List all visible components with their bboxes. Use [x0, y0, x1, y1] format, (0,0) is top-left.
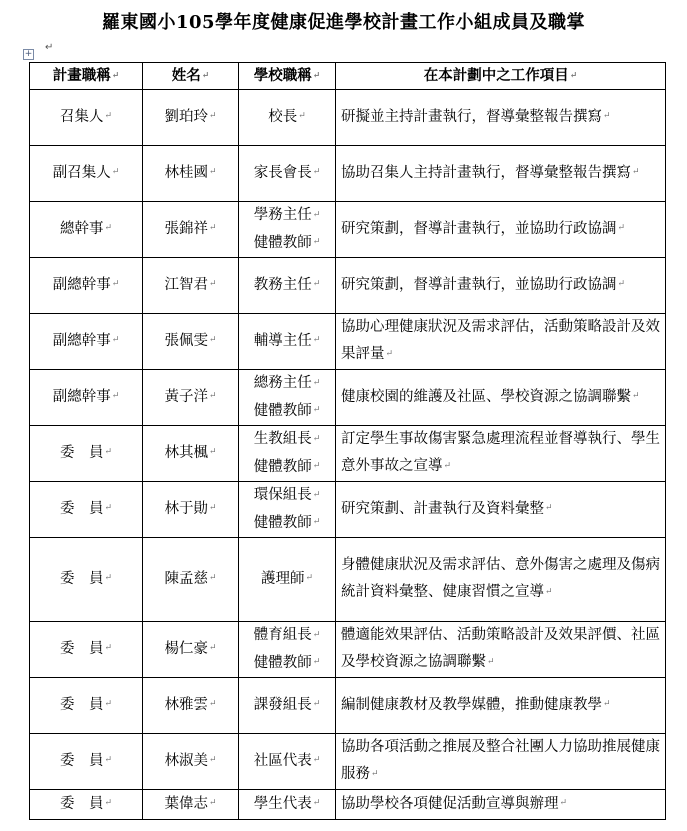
table-row — [30, 89, 666, 145]
member-name-cell: 張錦祥 ↵ — [143, 201, 239, 257]
school-title-line: 護理師 ↵ — [261, 571, 313, 587]
table-move-handle-icon[interactable]: + — [24, 49, 33, 59]
table-row — [30, 145, 666, 201]
school-title-line: 社區代表 ↵ — [254, 753, 321, 769]
member-name-cell: 江智君 ↵ — [143, 257, 239, 313]
school-title-cell — [239, 789, 336, 819]
duty-cell: 研究策劃，督導計畫執行，並協助行政協調 ↵ — [336, 201, 666, 257]
school-title-line: 課發組長 ↵ — [254, 697, 321, 713]
duty-cell: 體適能效果評估、活動策略設計及效果評價、社區及學校資源之協調聯繫 ↵ — [336, 621, 666, 677]
duty-cell: 研究策劃、計畫執行及資料彙整 ↵ — [336, 481, 666, 537]
school-title-cell — [239, 621, 336, 677]
page-title: 羅東國小105學年度健康促進學校計畫工作小組成員及職掌 — [101, 12, 586, 33]
member-name-cell: 陳孟慈 ↵ — [143, 537, 239, 621]
school-title-cell — [239, 201, 336, 257]
school-title-cell — [239, 481, 336, 537]
member-name-cell: 劉珀玲 ↵ — [143, 89, 239, 145]
header-school-title: 學校職稱 ↵ — [239, 63, 336, 90]
table-row — [30, 257, 666, 313]
duty-cell: 編制健康教材及教學媒體，推動健康教學 ↵ — [336, 677, 666, 733]
member-name-cell: 林淑美 ↵ — [143, 733, 239, 789]
paragraph-mark-icon: ↵ — [45, 42, 54, 53]
plan-role-cell: 委 員 ↵ — [30, 733, 143, 789]
member-name-cell: 楊仁豪 ↵ — [143, 621, 239, 677]
duty-table — [29, 62, 666, 820]
school-title-line: 環保組長 ↵ — [254, 487, 321, 503]
header-plan-role: 計畫職稱 ↵ — [30, 63, 143, 90]
member-name-cell: 林其楓 ↵ — [143, 425, 239, 481]
table-row — [30, 789, 666, 819]
school-title-line: 校長 ↵ — [268, 109, 306, 125]
duty-cell: 協助召集人主持計畫執行，督導彙整報告撰寫 ↵ — [336, 145, 666, 201]
plan-role-cell: 委 員 ↵ — [30, 537, 143, 621]
plan-role-cell: 委 員 ↵ — [30, 677, 143, 733]
table-row — [30, 201, 666, 257]
table-row — [30, 733, 666, 789]
duty-cell: 研擬並主持計畫執行，督導彙整報告撰寫 ↵ — [336, 89, 666, 145]
table-row — [30, 537, 666, 621]
plan-role-cell: 副總幹事 ↵ — [30, 313, 143, 369]
school-title-line: 健體教師 ↵ — [254, 459, 321, 475]
member-name-cell: 林于勛 ↵ — [143, 481, 239, 537]
table-row — [30, 313, 666, 369]
member-name-cell: 張佩雯 ↵ — [143, 313, 239, 369]
plan-role-cell: 副總幹事 ↵ — [30, 257, 143, 313]
duty-cell: 協助各項活動之推展及整合社團人力協助推展健康服務 ↵ — [336, 733, 666, 789]
school-title-cell — [239, 677, 336, 733]
school-title-cell — [239, 733, 336, 789]
duty-cell: 健康校園的維護及社區、學校資源之協調聯繫 ↵ — [336, 369, 666, 425]
school-title-line: 健體教師 ↵ — [254, 515, 321, 531]
plan-role-cell: 副總幹事 ↵ — [30, 369, 143, 425]
school-title-line: 學生代表 ↵ — [254, 796, 321, 812]
duty-cell: 身體健康狀況及需求評估、意外傷害之處理及傷病統計資料彙整、健康習慣之宣導 ↵ — [336, 537, 666, 621]
member-name-cell: 林桂國 ↵ — [143, 145, 239, 201]
school-title-cell — [239, 313, 336, 369]
school-title-line: 健體教師 ↵ — [254, 235, 321, 251]
plan-role-cell: 總幹事 ↵ — [30, 201, 143, 257]
table-row — [30, 621, 666, 677]
table-row — [30, 677, 666, 733]
school-title-cell — [239, 369, 336, 425]
header-name: 姓名 ↵ — [143, 63, 239, 90]
school-title-line: 健體教師 ↵ — [254, 655, 321, 671]
school-title-line: 家長會長 ↵ — [254, 165, 321, 181]
school-title-line: 輔導主任 ↵ — [254, 333, 321, 349]
school-title-line: 生教組長 ↵ — [254, 431, 321, 447]
school-title-line: 學務主任 ↵ — [254, 207, 321, 223]
plan-role-cell: 委 員 ↵ — [30, 621, 143, 677]
member-name-cell: 黃子洋 ↵ — [143, 369, 239, 425]
table-row — [30, 481, 666, 537]
school-title-cell — [239, 257, 336, 313]
duty-cell: 協助學校各項健促活動宣導與辦理 ↵ — [336, 789, 666, 819]
school-title-line: 教務主任 ↵ — [254, 277, 321, 293]
plan-role-cell: 委 員 ↵ — [30, 481, 143, 537]
duty-cell: 協助心理健康狀況及需求評估，活動策略設計及效果評量 ↵ — [336, 313, 666, 369]
member-name-cell: 葉偉志 ↵ — [143, 789, 239, 819]
plan-role-cell: 委 員 ↵ — [30, 789, 143, 819]
school-title-cell — [239, 145, 336, 201]
school-title-cell — [239, 89, 336, 145]
school-title-line: 總務主任 ↵ — [254, 375, 321, 391]
plan-role-cell: 委 員 ↵ — [30, 425, 143, 481]
duty-cell: 研究策劃，督導計畫執行，並協助行政協調 ↵ — [336, 257, 666, 313]
school-title-line: 健體教師 ↵ — [254, 403, 321, 419]
plan-role-cell: 召集人 ↵ — [30, 89, 143, 145]
school-title-cell — [239, 425, 336, 481]
header-duty: 在本計劃中之工作項目 ↵ — [336, 63, 666, 90]
table-header-row — [30, 63, 666, 90]
plan-role-cell: 副召集人 ↵ — [30, 145, 143, 201]
school-title-cell — [239, 537, 336, 621]
member-name-cell: 林雅雲 ↵ — [143, 677, 239, 733]
table-row — [30, 425, 666, 481]
duty-cell: 訂定學生事故傷害緊急處理流程並督導執行、學生意外事故之宣導 ↵ — [336, 425, 666, 481]
school-title-line: 體育組長 ↵ — [254, 627, 321, 643]
table-row — [30, 369, 666, 425]
